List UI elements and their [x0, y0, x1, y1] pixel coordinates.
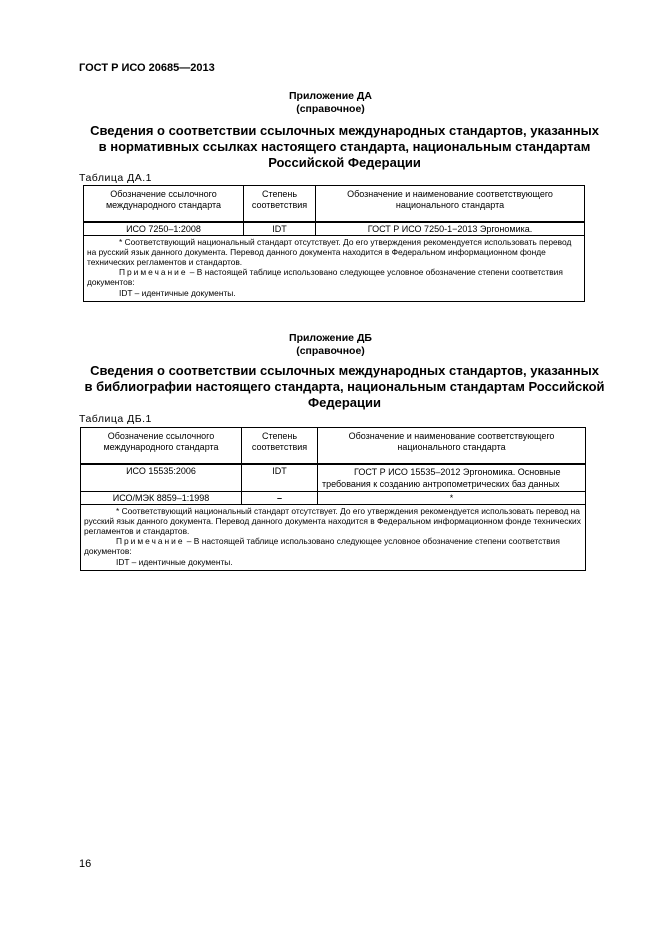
cell-reference: ИСО 15535:2006 [81, 464, 242, 492]
annex-da-title [60, 90, 601, 116]
note-text: – В настоящей таблице использовано следующее условное обозначение степени соответствия документов: [87, 267, 563, 288]
cell-degree: IDT [242, 464, 318, 492]
cell-degree: IDT [244, 222, 316, 236]
table-db1 [80, 427, 586, 571]
legend: IDT – идентичные документы. [116, 556, 233, 567]
annex-db-heading-line: Федерации [308, 395, 381, 410]
column-header-degree: Степень соответствия [242, 428, 318, 464]
note-label: Примечание [119, 267, 188, 278]
column-header-reference: Обозначение ссылочного международного стандарта [81, 428, 242, 464]
cell-reference: ИСО 7250–1:2008 [84, 222, 244, 236]
annex-da-heading-line: Сведения о соответствии ссылочных международных стандартов, указанных [90, 123, 599, 138]
column-header-degree: Степень соответствия [244, 186, 316, 222]
table-row [81, 491, 586, 504]
cell-national-text: ГОСТ Р ИСО 15535–2012 Эргономика. Основные требования к созданию антропометрических баз данных [322, 466, 561, 489]
cell-national [318, 464, 586, 492]
column-header-national: Обозначение и наименование соответствующего национального стандарта [316, 186, 585, 222]
annex-db-heading-line: Сведения о соответствии ссылочных международных стандартов, указанных [90, 363, 599, 378]
cell-national: ГОСТ Р ИСО 7250-1−2013 Эргономика. [316, 222, 585, 236]
table-row [84, 222, 585, 236]
cell-degree: – [242, 491, 318, 504]
annex-db-heading-line: в библиографии настоящего стандарта, национальным стандартам Российской [84, 379, 605, 394]
table-row [81, 464, 586, 492]
column-header-national: Обозначение и наименование соответствующего национального стандарта [318, 428, 586, 464]
annex-db-title [60, 332, 601, 358]
note-text: – В настоящей таблице использовано следующее условное обозначение степени соответствия документов: [84, 536, 560, 557]
table-notes [81, 504, 586, 570]
document-code: ГОСТ Р ИСО 20685—2013 [79, 62, 215, 74]
annex-da-heading-line: в нормативных ссылках настоящего стандарта, национальным стандартам [98, 139, 591, 154]
footnote: * Соответствующий национальный стандарт отсутствует. До его утверждения рекомендуется использовать перевод на русский язык данного документа. Перевод данного документа находится в Федеральном информационном фонде технических регламентов и стандартов. [84, 505, 581, 536]
table-db1-caption: Таблица ДБ.1 [79, 413, 152, 425]
annex-da-heading-line: Российской Федерации [268, 155, 421, 170]
table-da1-caption: Таблица ДА.1 [79, 172, 152, 184]
table-da1 [83, 185, 585, 302]
annex-db-title-text: Приложение ДБ [289, 332, 372, 344]
page-number: 16 [79, 858, 92, 870]
annex-db-heading [74, 363, 615, 411]
footnote: * Соответствующий национальный стандарт отсутствует. До его утверждения рекомендуется использовать перевод на русский язык данного документа. Перевод данного документа находится в Федеральном информационном фонде технических регламентов и стандартов. [87, 236, 572, 267]
annex-da-heading [74, 123, 615, 171]
annex-da-title-text: Приложение ДА [289, 90, 372, 102]
table-notes [84, 235, 585, 301]
annex-db-subtitle: (справочное) [296, 345, 365, 357]
cell-reference: ИСО/МЭК 8859–1:1998 [81, 491, 242, 504]
note [87, 267, 581, 287]
note-label: Примечание [116, 536, 185, 547]
cell-national: * [318, 491, 586, 504]
column-header-reference: Обозначение ссылочного международного стандарта [84, 186, 244, 222]
legend: IDT – идентичные документы. [119, 287, 236, 298]
note [84, 536, 582, 556]
annex-da-subtitle: (справочное) [296, 103, 365, 115]
